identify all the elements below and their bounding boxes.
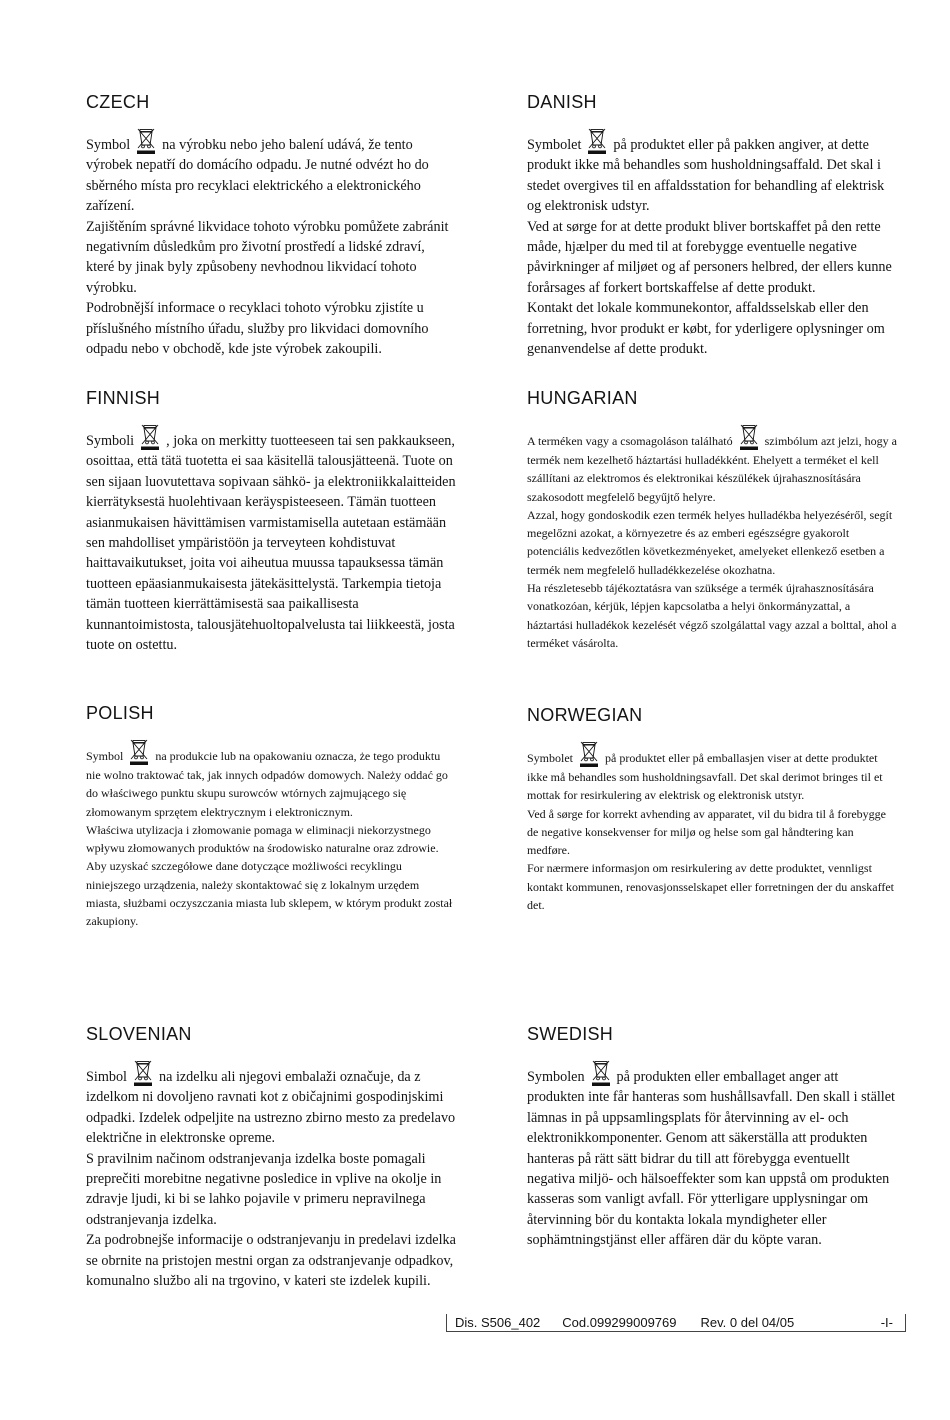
- section-paragraph: [86, 738, 456, 821]
- section-paragraph: Podrobnější informace o recyklaci tohoto výrobku zjistíte u příslušného místního úřadu, služby pro likvidaci domovního odpadu nebo v obchodě, kde jste výrobek zakoupili.: [86, 300, 429, 358]
- crossed-out-bin-icon: [578, 740, 600, 768]
- text-after-symbol: , joka on merkitty tuotteeseen tai sen pakkaukseen, osoittaa, että tätä tuotetta ei saa käsitellä talousjätteenä. Tuote on sen sijaan luovutettava sopivaan sähkö- ja elektroniikkalaitteiden kierrätyksestä huolehtivaan keräyspisteeseen. Tämän tuotteen asianmukaisen hävittämisen varmistamisella autetaan estämään sen mahdolliset ympäristöön ja terveyteen kohdistuvat haittavaikutukset, joita voi aiheutua muussa tapauksessa tämän tuotteen epäasianmukaisesta jätekäsittelystä. Tarkempia tietoja tämän tuotteen kierrättämisestä saa paikallisesta kunnantoimistosta, talousjätehuoltopalvelusta tai liikkeestä, josta tuote on ostettu.: [86, 433, 456, 654]
- crossed-out-bin-icon: [590, 1059, 612, 1087]
- crossed-out-bin-icon: [128, 738, 150, 766]
- footer-rev: Rev. 0 del 04/05: [700, 1315, 795, 1330]
- section-paragraph: [86, 127, 456, 217]
- section-paragraph: [527, 127, 897, 217]
- crossed-out-bin-icon: [139, 423, 161, 451]
- text-before-symbol: Simbol: [86, 1069, 127, 1085]
- section-paragraph: S pravilnim načinom odstranjevanja izdelka boste pomagali preprečiti morebitne negativne posledice in vplive na okolje in zdravje ljudi, ki bi se lahko pojavile v primeru nepravilnega odstranjevanja izdelka.: [86, 1150, 442, 1228]
- section-heading: POLISH: [86, 703, 154, 723]
- section-heading: SLOVENIAN: [86, 1024, 192, 1044]
- section-paragraph: Ha részletesebb tájékoztatásra van szüksége a termék újrahasznosítására vonatkozóan, kérjük, lépjen kapcsolatba a helyi önkormányzattal, a háztartási hulladékok kezelését végző szolgálattal vagy azzal a bolttal, ahol a terméket vásárolta.: [527, 581, 897, 650]
- crossed-out-bin-icon: [132, 1059, 154, 1087]
- section-paragraph: Aby uzyskać szczegółowe dane dotyczące możliwości recyklingu niniejszego urządzenia, należy skontaktować się z lokalnym urzędem miasta, służbami oczyszczania miasta lub sklepem, w którym produkt został zakupiony.: [86, 859, 453, 929]
- section-heading: CZECH: [86, 92, 150, 112]
- section-paragraph: Właściwa utylizacja i złomowanie pomaga w eliminacji niekorzystnego wpływu złomowanych produktów na środowisko naturalne oraz zdrowie.: [86, 822, 439, 856]
- text-after-symbol: på produktet eller på emballasjen viser at dette produktet ikke må behandles som husholdningsavfall. Det skal derimot bringes til et mottak for resirkulering av elektrisk og elektronisk utstyr.: [527, 751, 883, 803]
- section-paragraph: [86, 1059, 456, 1149]
- section-paragraph: Ved at sørge for at dette produkt bliver bortskaffet på den rette måde, hjælper du med til at forebygge eventuelle negative påvirkninger af miljøet og af personers helbred, der ellers kunne forårsages af forkert bortskaffelse af dette produkt.: [527, 218, 892, 296]
- section-paragraph: Azzal, hogy gondoskodik ezen termék helyes hulladékba helyezéséről, segít megelőzni azokat, a környezetre és az emberi egészségre gyakorolt potenciális kedvezőtlen következményeket, amelyeket ellenkező esetben a termék nem megfelelő hulladékkezelése okozhatna.: [527, 507, 893, 577]
- section-slovenian: [86, 1024, 456, 1291]
- section-paragraph: [527, 1059, 897, 1251]
- text-before-symbol: A terméken vagy a csomagoláson található: [527, 434, 733, 448]
- footer-cod: Cod.099299009769: [562, 1315, 677, 1330]
- section-paragraph: [527, 423, 897, 506]
- text-after-symbol: på produkten eller emballaget anger att produkten inte får hanteras som hushållsavfall. Den skall i stället lämnas in på uppsamlingsplats för återvinning av el- och elektronikkomponenter. Genom att säkerställa att produkten hanteras på rätt sätt bidrar du till att förebygga eventuellt negativa miljö- och hälsoeffekter som kan uppstå om produkten kasseras som vanligt avfall. För ytterligare upplysningar om återvinning bör du kontakta lokala myndigheter eller sophämtningstjänst eller affären där du köpte varan.: [527, 1069, 895, 1249]
- text-before-symbol: Symbolet: [527, 751, 574, 765]
- section-czech: [86, 92, 456, 359]
- footer-page-number: -I-: [880, 1315, 893, 1330]
- crossed-out-bin-icon: [135, 127, 157, 155]
- crossed-out-bin-icon: [586, 127, 608, 155]
- section-polish: [86, 703, 456, 931]
- text-after-symbol: szimbólum azt jelzi, hogy a termék nem kezelhető háztartási hulladékként. Ehelyett a terméket el kell szállítani az elektromos és elektronikai készülékek újrahasznosítására szakosodott megfelelő begyűjtő helyre.: [527, 434, 897, 504]
- footer-dis: Dis. S506_402: [455, 1315, 541, 1330]
- section-heading: FINNISH: [86, 388, 161, 408]
- crossed-out-bin-icon: [738, 423, 760, 451]
- text-after-symbol: na výrobku nebo jeho balení udává, že tento výrobek nepatří do domácího odpadu. Je nutné odvézt ho do sběrného místa pro recyklaci elektrického a elektronického zařízení.: [86, 137, 429, 215]
- section-paragraph: Kontakt det lokale kommunekontor, affaldsselskab eller den forretning, hvor produkt er købt, for yderligere oplysninger om genanvendelse af dette produkt.: [527, 300, 885, 358]
- text-before-symbol: Symbol: [86, 137, 131, 153]
- text-after-symbol: på produktet eller på pakken angiver, at dette produkt ikke må behandles som husholdningsaffald. Det skal i stedet overgives til en affaldsstation for behandling af elektrisk og elektronisk udstyr.: [527, 137, 885, 215]
- section-heading: HUNGARIAN: [527, 388, 638, 408]
- section-finnish: [86, 388, 456, 655]
- text-before-symbol: Symbolen: [527, 1069, 585, 1085]
- section-norwegian: [527, 705, 897, 914]
- section-paragraph: For nærmere informasjon om resirkulering av dette produktet, vennligst kontakt kommunen, renovasjonsselskapet eller forretningen der du anskaffet det.: [527, 861, 895, 913]
- section-swedish: [527, 1024, 897, 1251]
- text-after-symbol: na produkcie lub na opakowaniu oznacza, że tego produktu nie wolno traktować tak, jak innych odpadów domowych. Należy oddać go do właściwego punktu skupu surowców wtórnych zajmującego się złomowanym sprzętem elektrycznym i elektronicznym.: [86, 749, 448, 819]
- text-after-symbol: na izdelku ali njegovi embalaži označuje, da z izdelkom ni dovoljeno ravnati kot z običajnimi gospodinjskimi odpadki. Izdelek odpeljite na ustrezno zbirno mesto za predelavo električne in elektronske opreme.: [86, 1069, 456, 1147]
- document-footer: [446, 1314, 906, 1332]
- section-paragraph: [86, 423, 456, 655]
- text-before-symbol: Symboli: [86, 433, 135, 449]
- section-hungarian: [527, 388, 897, 652]
- text-before-symbol: Symbol: [86, 749, 124, 763]
- section-heading: SWEDISH: [527, 1024, 614, 1044]
- section-paragraph: Zajištěním správné likvidace tohoto výrobku pomůžete zabránit negativním důsledkům pro životní prostředí a lidské zdraví, které by jinak byly způsobeny nevhodnou likvidací tohoto výrobku.: [86, 218, 449, 296]
- section-danish: [527, 92, 897, 359]
- section-heading: NORWEGIAN: [527, 705, 643, 725]
- section-heading: DANISH: [527, 92, 597, 112]
- section-paragraph: [527, 740, 897, 805]
- section-paragraph: Ved å sørge for korrekt avhending av apparatet, vil du bidra til å forebygge de negative konsekvenser for miljø og helse som gal håndtering kan medføre.: [527, 806, 886, 858]
- section-paragraph: Za podrobnejše informacije o odstranjevanju in predelavi izdelka se obrnite na pristojen mestni organ za odstranjevanje odpadkov, komunalno službo ali na trgovino, v kateri ste izdelek kupili.: [86, 1232, 456, 1290]
- text-before-symbol: Symbolet: [527, 137, 582, 153]
